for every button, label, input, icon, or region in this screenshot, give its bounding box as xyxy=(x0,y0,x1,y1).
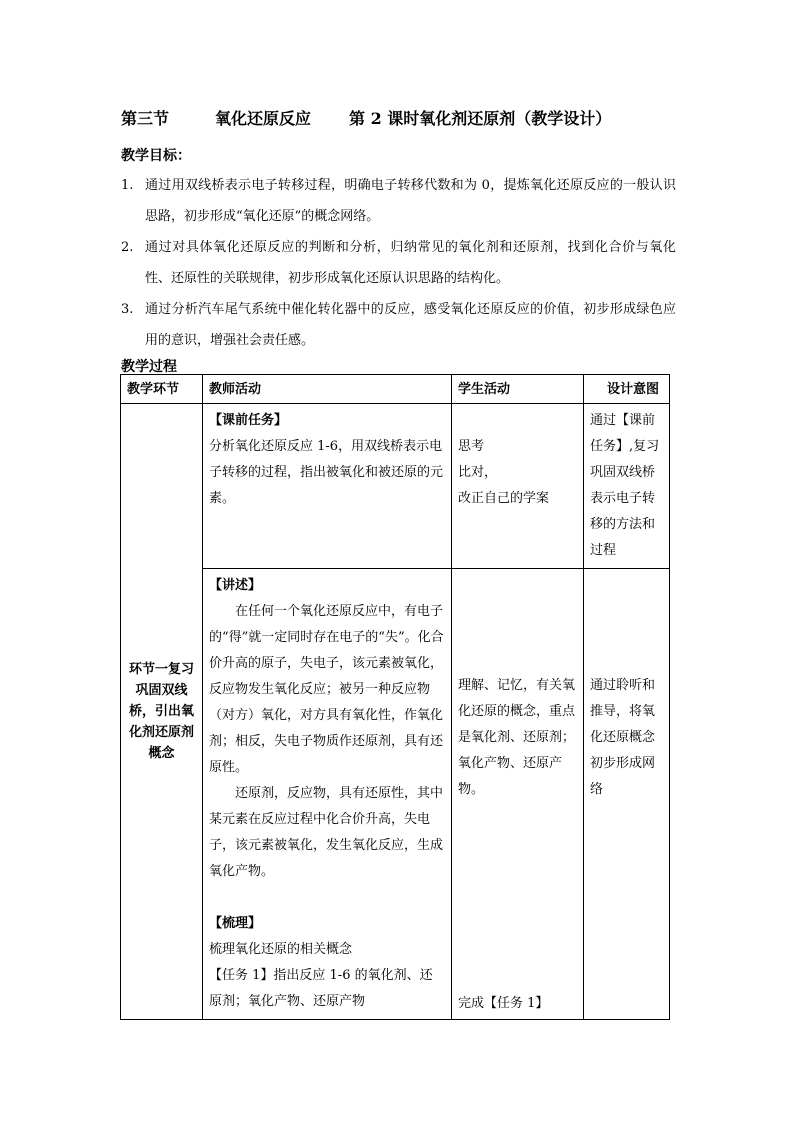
teacher-tag: 【梳理】 xyxy=(209,916,262,931)
table-header-row xyxy=(121,375,670,404)
intent-cell xyxy=(584,569,670,1020)
goal-number: 2. xyxy=(121,240,134,255)
teacher-text: 梳理氧化还原的相关概念 xyxy=(209,942,353,957)
teacher-paragraph: 还原剂，反应物，具有还原性，其中某元素在反应过程中化合价升高，失电子，该元素被氧化，发生氧化反应，生成氧化产物。 xyxy=(209,786,444,879)
goal-text: 通过用双线桥表示电子转移过程，明确电子转移代数和为 0，提炼氧化还原反应的一般认识思路，初步形成“氧化还原”的概念网络。 xyxy=(145,178,676,224)
title-section: 第三节 xyxy=(121,109,170,128)
goal-text: 通过对具体氧化还原反应的判断和分析，归纳常见的氧化剂和还原剂，找到化合价与氧化性、还原性的关联规律，初步形成氧化还原认识思路的结构化。 xyxy=(145,240,676,286)
table-row xyxy=(121,569,670,1020)
teacher-tag: 【讲述】 xyxy=(209,578,262,593)
intent-text: 通过聆听和推导，将氧化还原概念初步形成网络 xyxy=(590,678,656,797)
teacher-cell xyxy=(203,569,452,1020)
process-heading: 教学过程 xyxy=(121,359,177,375)
student-line: 比对， xyxy=(458,465,498,480)
goal-item xyxy=(121,170,676,232)
goals-heading: 教学目标： xyxy=(121,148,191,164)
intent-cell xyxy=(584,404,670,569)
header-intent: 设计意图 xyxy=(584,375,670,404)
teacher-tag: 【课前任务】 xyxy=(209,413,288,428)
student-line: 思考 xyxy=(458,439,485,454)
table-row xyxy=(121,404,670,569)
header-stage: 教学环节 xyxy=(121,375,203,404)
goal-number: 3. xyxy=(121,302,134,317)
stage-cell xyxy=(121,404,203,1020)
student-text: 理解、记忆，有关氧化还原的概念，重点是氧化剂、还原剂；氧化产物、还原产物。 xyxy=(458,678,576,797)
header-teacher: 教师活动 xyxy=(203,375,452,404)
student-cell xyxy=(452,569,584,1020)
goal-item xyxy=(121,294,676,356)
student-line: 改正自己的学案 xyxy=(458,491,550,506)
header-student: 学生活动 xyxy=(452,375,584,404)
student-task: 完成【任务 1】 xyxy=(458,996,549,1011)
process-table xyxy=(120,374,670,1020)
goal-text: 通过分析汽车尾气系统中催化转化器中的反应，感受氧化还原反应的价值，初步形成绿色应用的意识，增强社会责任感。 xyxy=(145,302,676,348)
teacher-text: 【任务 1】指出反应 1-6 的氧化剂、还原剂；氧化产物、还原产物 xyxy=(209,968,433,1009)
document-title xyxy=(121,106,611,129)
title-lesson: 第 2 课时氧化剂还原剂（教学设计） xyxy=(349,109,612,128)
goal-number: 1. xyxy=(121,178,134,193)
intent-text: 通过【课前任务】,复习巩固双线桥表示电子转移的方法和过程 xyxy=(590,413,660,558)
teacher-cell xyxy=(203,404,452,569)
goal-item xyxy=(121,232,676,294)
goals-list xyxy=(121,170,676,356)
teacher-text: 分析氧化还原反应 1-6，用双线桥表示电子转移的过程，指出被氧化和被还原的元素。 xyxy=(209,439,444,506)
stage-label: 环节一复习巩固双线桥，引出氧化剂还原剂概念 xyxy=(128,662,194,761)
student-cell xyxy=(452,404,584,569)
teacher-paragraph: 在任何一个氧化还原反应中，有电子的“得”就一定同时存在电子的“失”。化合价升高的原子，失电子，该元素被氧化，反应物发生氧化反应；被另一种反应物（对方）氧化，对方具有氧化性，作氧化剂；相反，失电子物质作还原剂，具有还原性。 xyxy=(209,604,444,775)
title-topic: 氧化还原反应 xyxy=(215,109,312,128)
